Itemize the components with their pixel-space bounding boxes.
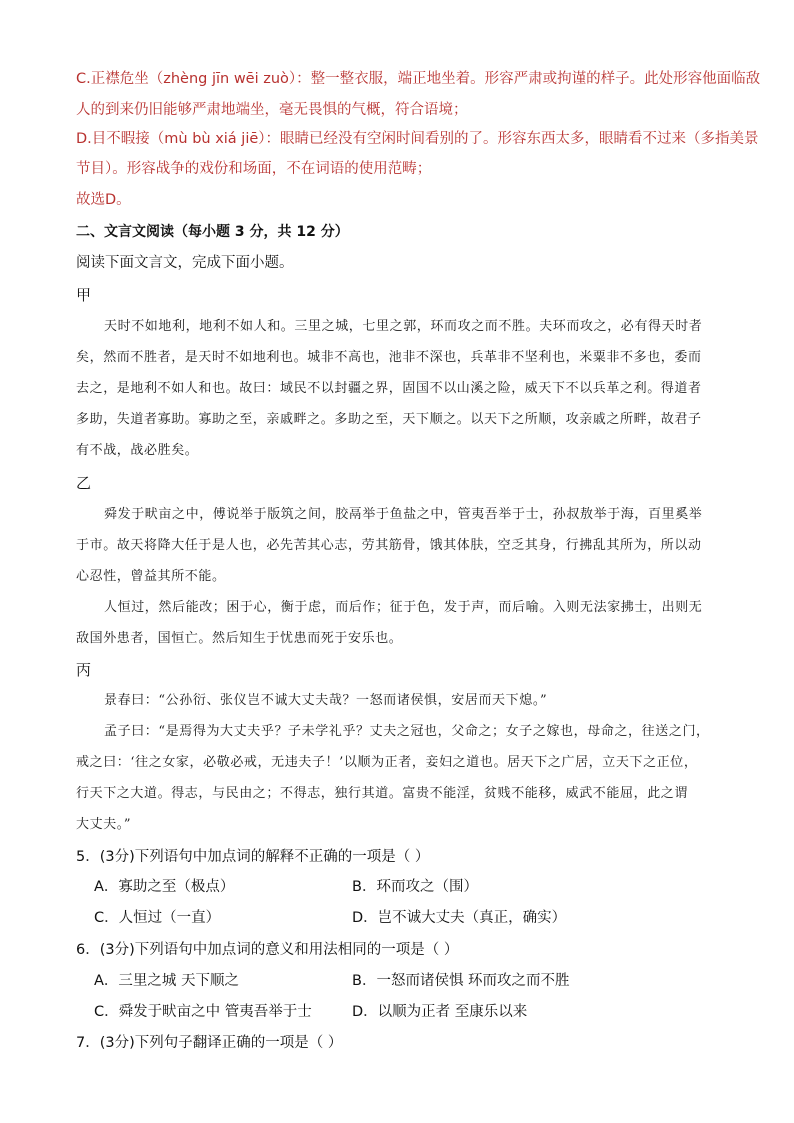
passage-yi-line: 心忍性，曾益其所不能。 [76,569,226,584]
passage-bing-line: 大丈夫。” [76,817,132,832]
passage-jia-label: 甲 [76,286,92,304]
explanation-option-c-line1: C.正襟危坐（zhèng jīn wēi zuò）：整一整衣服，端正地坐着。形容严肃或拘谨的样子。此处形容他面临敌 [76,71,761,87]
question-5-option-c[interactable]: C．人恒过（一直） [94,910,221,926]
passage-jia-line: 矣，然而不胜者，是天时不如地利也。城非不高也，池非不深也，兵革非不坚利也，米粟非不多也，委而 [76,350,702,365]
passage-jia-line: 多助，失道者寡助。寡助之至，亲戚畔之。多助之至，天下顺之。以天下之所顺，攻亲戚之所畔，故君子 [76,412,702,427]
passage-bing-label: 丙 [76,661,92,679]
passage-jia-line: 去之，是地利不如人和也。故曰：域民不以封疆之界，固国不以山溪之险，威天下不以兵革之利。得道者 [76,381,702,396]
section-heading: 二、文言文阅读（每小题 3 分，共 12 分） [76,224,349,240]
question-5-option-b[interactable]: B．环而攻之（围） [352,879,478,895]
passage-yi-line: 人恒过，然后能改；困于心，衡于虑，而后作；征于色，发于声，而后喻。入则无法家拂士，出则无 [104,600,703,615]
passage-yi-label: 乙 [76,474,92,492]
passage-bing-line: 景春曰：“公孙衍、张仪岂不诚大丈夫哉？一怒而诸侯惧，安居而天下熄。” [104,693,548,708]
section-instruction: 阅读下面文言文，完成下面小题。 [76,255,294,271]
question-5-option-d[interactable]: D．岂不诚大丈夫（真正，确实） [352,910,567,926]
passage-jia-line: 天时不如地利，地利不如人和。三里之城，七里之郭，环而攻之而不胜。夫环而攻之，必有得天时者 [104,319,703,334]
passage-bing-line: 孟子曰：“是焉得为大丈夫乎？子未学礼乎？丈夫之冠也，父命之；女子之嫁也，母命之，往送之门， [104,724,710,739]
question-6-option-a[interactable]: A．三里之城 天下顺之 [94,973,240,989]
question-6-stem: 6．(3分)下列语句中加点词的意义和用法相同的一项是（ ） [76,942,459,958]
question-5-option-a[interactable]: A．寡助之至（极点） [94,879,235,895]
question-6-option-b[interactable]: B．一怒而诸侯惧 环而攻之而不胜 [352,973,570,989]
explanation-conclusion: 故选D。 [76,192,131,208]
question-5-stem: 5．(3分)下列语句中加点词的解释不正确的一项是（ ） [76,849,430,865]
passage-bing-line: 戒之曰：‘往之女家，必敬必戒，无违夫子！’以顺为正者，妾妇之道也。居天下之广居，立天下之正位， [76,755,698,770]
passage-jia-line: 有不战，战必胜矣。 [76,443,199,458]
explanation-option-d-line2: 节目）。形容战争的戏份和场面，不在词语的使用范畴； [76,161,432,177]
passage-yi-line: 敌国外患者，国恒亡。然后知生于忧患而死于安乐也。 [76,631,403,646]
passage-yi-line: 于市。故天将降大任于是人也，必先苦其心志，劳其筋骨，饿其体肤，空乏其身，行拂乱其所为，所以动 [76,538,702,553]
question-6-option-d[interactable]: D．以顺为正者 至康乐以来 [352,1004,528,1020]
question-6-option-c[interactable]: C．舜发于畎亩之中 管夷吾举于士 [94,1004,312,1020]
explanation-option-c-line2: 人的到来仍旧能够严肃地端坐，毫无畏惧的气概，符合语境； [76,102,468,118]
question-7-stem: 7．(3分)下列句子翻译正确的一项是（ ） [76,1035,343,1051]
explanation-option-d-line1: D.目不暇接（mù bù xiá jiē）：眼睛已经没有空闲时间看别的了。形容东西太多，眼睛看不过来（多指美景 [76,131,759,147]
passage-yi-line: 舜发于畎亩之中，傅说举于版筑之间，胶鬲举于鱼盐之中，管夷吾举于士，孙叔敖举于海，百里奚举 [104,507,703,522]
passage-bing-line: 行天下之大道。得志，与民由之；不得志，独行其道。富贵不能淫，贫贱不能移，威武不能屈，此之谓 [76,786,689,801]
